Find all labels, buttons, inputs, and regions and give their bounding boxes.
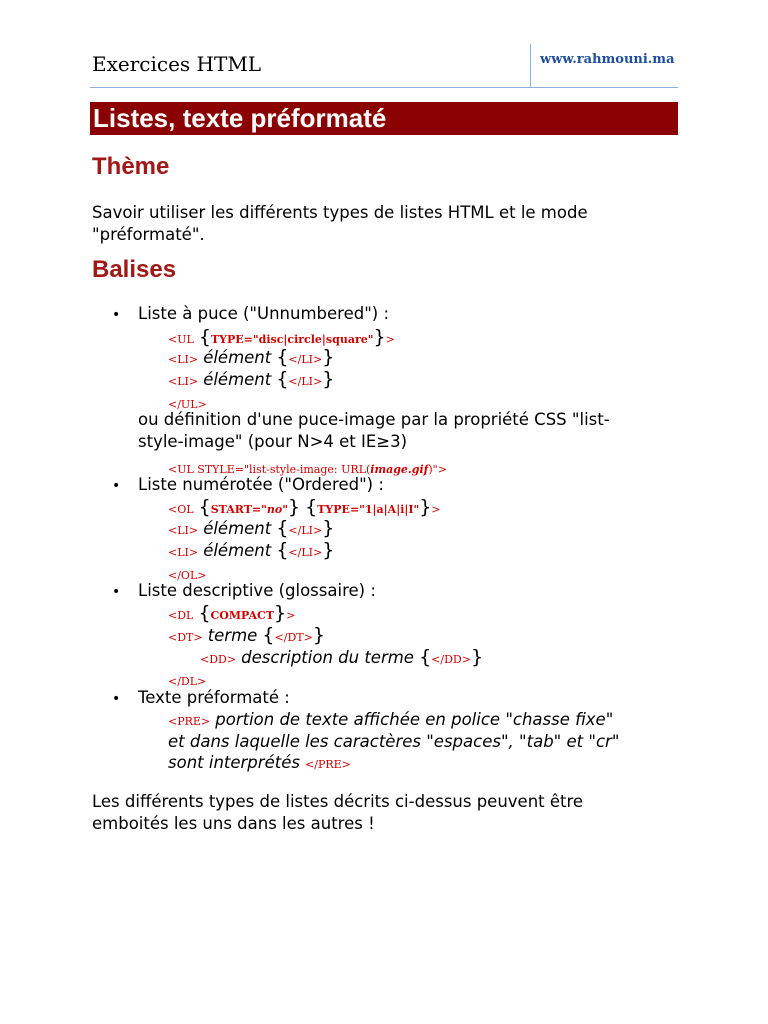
brace-open: { — [276, 517, 289, 539]
li-open-tag: <LI> — [168, 353, 199, 366]
dt-line — [168, 624, 325, 646]
li-close-tag: </LI> — [288, 353, 323, 366]
dl-close-tag: </DL> — [168, 675, 207, 688]
brace-close: } — [312, 624, 325, 646]
css-code-part-3: )"> — [428, 463, 447, 476]
dl-open-line — [168, 602, 295, 624]
site-link[interactable]: www.rahmouni.ma — [540, 52, 675, 67]
css-code-image: image.gif — [370, 463, 429, 476]
pre-text-3: sont interprétés — [168, 753, 300, 772]
brace-open: { — [262, 624, 275, 646]
ol-li-line-2 — [168, 539, 334, 561]
css-note-line-1: ou définition d'une puce-image par la propriété CSS "list- — [138, 410, 610, 429]
brace-open: { — [276, 346, 289, 368]
preformatted-label: Texte préformaté : — [138, 688, 290, 707]
brace-close: } — [322, 517, 335, 539]
bullet-dot: • — [112, 307, 121, 323]
dl-close-line — [168, 670, 206, 689]
bullet-dot: • — [112, 478, 121, 494]
tag-end: > — [431, 503, 441, 516]
theme-text-line-2: "préformaté". — [92, 225, 205, 244]
brace-close: } — [322, 539, 335, 561]
conclusion-paragraph — [92, 791, 583, 835]
ul-li-line-1 — [168, 346, 334, 368]
ol-open-tag: <OL — [168, 503, 194, 516]
brace-open: { — [276, 368, 289, 390]
ul-open-line — [168, 326, 395, 348]
brace-close: } — [322, 368, 335, 390]
page-title-banner: Listes, texte préformaté — [90, 102, 678, 135]
css-note-line-2: style-image" (pour N>4 et IE≥3) — [138, 432, 408, 451]
brace-open: { — [198, 602, 211, 624]
element-text: élément — [203, 519, 272, 538]
theme-heading: Thème — [92, 153, 170, 180]
element-text: élément — [203, 370, 272, 389]
element-text: élément — [203, 541, 272, 560]
ol-open-line — [168, 496, 441, 518]
css-code-part-1: <UL STYLE="list-style-image: URL( — [168, 463, 371, 476]
theme-text-line-1: Savoir utiliser les différents types de listes HTML et le mode — [92, 203, 588, 222]
brace-close: } — [287, 496, 301, 518]
brace-open: { — [198, 326, 211, 348]
brace-close: } — [322, 346, 335, 368]
type-attr: TYPE="1|a|A|i|I" — [317, 503, 420, 516]
element-text: élément — [203, 348, 272, 367]
li-close-tag: </LI> — [288, 524, 323, 537]
tag-end: > — [385, 333, 395, 346]
dd-close-tag: </DD> — [431, 653, 471, 666]
dd-open-tag: <DD> — [200, 653, 237, 666]
description-text: description du terme — [241, 648, 414, 667]
unordered-label: Liste à puce ("Unnumbered") : — [138, 304, 390, 323]
ordered-label: Liste numérotée ("Ordered") : — [138, 475, 384, 494]
li-close-tag: </LI> — [288, 546, 323, 559]
ul-type-attr: TYPE="disc|circle|square" — [210, 333, 374, 346]
pre-line-2: et dans laquelle les caractères "espaces", "tab" et "cr" — [168, 732, 620, 751]
li-open-tag: <LI> — [168, 546, 199, 559]
li-open-tag: <LI> — [168, 375, 199, 388]
ul-open-tag: <UL — [168, 333, 194, 346]
compact-attr: COMPACT — [210, 609, 274, 622]
tag-end: > — [286, 609, 296, 622]
brace-close: } — [470, 646, 484, 668]
brace-open: { — [419, 646, 432, 668]
pre-text-1: portion de texte affichée en police "chasse fixe" — [215, 710, 614, 729]
header-divider-horizontal — [90, 87, 678, 88]
ul-li-line-2 — [168, 368, 334, 390]
ol-close-tag: </OL> — [168, 569, 207, 582]
brace-close: } — [274, 602, 287, 624]
brace-close: } — [419, 496, 432, 518]
pre-line-3 — [168, 753, 351, 772]
brace-open: { — [305, 496, 318, 518]
brace-close: } — [373, 326, 386, 348]
conclusion-line-2: emboités les uns dans les autres ! — [92, 814, 375, 833]
ol-li-line-1 — [168, 517, 334, 539]
start-attr: START="no" — [210, 503, 288, 516]
header-divider-vertical — [530, 44, 531, 88]
theme-paragraph — [92, 202, 588, 246]
conclusion-line-1: Les différents types de listes décrits ci-dessus peuvent être — [92, 792, 584, 811]
bullet-dot: • — [112, 691, 121, 707]
li-open-tag: <LI> — [168, 524, 199, 537]
header-title: Exercices HTML — [92, 52, 262, 76]
pre-open-tag: <PRE> — [168, 715, 211, 728]
dt-close-tag: </DT> — [274, 631, 313, 644]
dt-open-tag: <DT> — [168, 631, 203, 644]
term-text: terme — [207, 626, 258, 645]
descriptive-label: Liste descriptive (glossaire) : — [138, 581, 376, 600]
brace-open: { — [276, 539, 289, 561]
dl-open-tag: <DL — [168, 609, 194, 622]
pre-close-tag: </PRE> — [305, 758, 351, 771]
brace-open: { — [198, 496, 211, 518]
balises-heading: Balises — [92, 256, 177, 283]
bullet-dot: • — [112, 584, 121, 600]
ul-close-tag: </UL> — [168, 398, 207, 411]
pre-line-1 — [168, 710, 613, 729]
li-close-tag: </LI> — [288, 375, 323, 388]
dd-line — [200, 646, 483, 668]
